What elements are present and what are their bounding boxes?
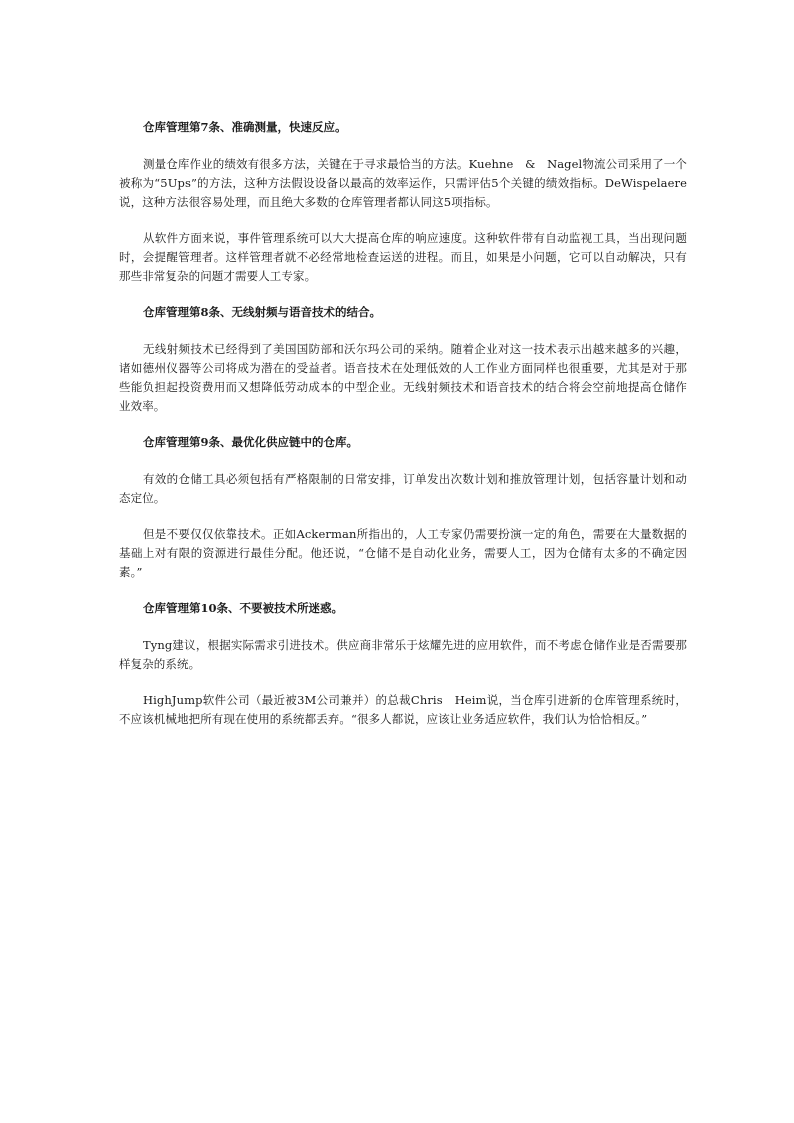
paragraph: 有效的仓储工具必须包括有严格限制的日常安排，订单发出次数计划和推放管理计划，包括容量计划和动态定位。 (119, 472, 687, 505)
section-10 (119, 599, 687, 729)
section-title: 仓库管理第9条、最优化供应链中的仓库。 (143, 435, 358, 449)
section-7 (119, 118, 687, 286)
document-page (119, 118, 687, 746)
paragraph: Tyng建议，根据实际需求引进技术。供应商非常乐于炫耀先进的应用软件，而不考虑仓储作业是否需要那样复杂的系统。 (119, 638, 687, 671)
paragraph: HighJump软件公司（最近被3M公司兼并）的总裁Chris Heim说，当仓库引进新的仓库管理系统时，不应该机械地把所有现在使用的系统都丢弃。“很多人都说，应该让业务适应软件，我们认为恰恰相反。” (119, 693, 687, 726)
section-title: 仓库管理第8条、无线射频与语音技术的结合。 (143, 305, 381, 319)
paragraph: 无线射频技术已经得到了美国国防部和沃尔玛公司的采纳。随着企业对这一技术表示出越来越多的兴趣，诸如德州仪器等公司将成为潜在的受益者。语音技术在处理低效的人工作业方面同样也很重要，尤其是对于那些能负担起投资费用而又想降低劳动成本的中型企业。无线射频技术和语音技术的结合将会空前地提高仓储作业效率。 (119, 342, 687, 413)
section-8 (119, 303, 687, 416)
paragraph: 测量仓库作业的绩效有很多方法，关键在于寻求最恰当的方法。Kuehne & Nagel物流公司采用了一个被称为“5Ups”的方法，这种方法假设设备以最高的效率运作，只需评估5个关键的绩效指标。DeWispelaere说，这种方法很容易处理，而且绝大多数的仓库管理者都认同这5项指标。 (119, 157, 687, 209)
section-9 (119, 433, 687, 582)
paragraph: 从软件方面来说，事件管理系统可以大大提高仓库的响应速度。这种软件带有自动监视工具，当出现问题时，会提醒管理者。这样管理者就不必经常地检查运送的进程。而且，如果是小问题，它可以自动解决，只有那些非常复杂的问题才需要人工专家。 (119, 231, 687, 283)
paragraph: 但是不要仅仅依靠技术。正如Ackerman所指出的，人工专家仍需要扮演一定的角色，需要在大量数据的基础上对有限的资源进行最佳分配。他还说，“仓储不是自动化业务，需要人工，因为仓储有太多的不确定因素。” (119, 527, 687, 579)
section-title: 仓库管理第7条、准确测量，快速反应。 (143, 120, 347, 134)
section-title: 仓库管理第10条、不要被技术所迷惑。 (143, 601, 344, 615)
